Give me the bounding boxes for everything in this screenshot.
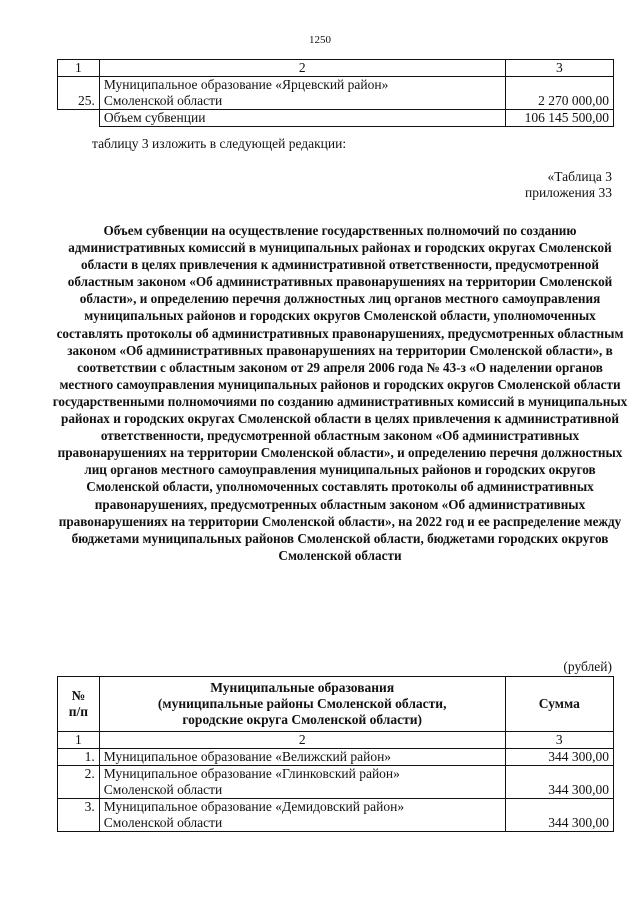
municipality-name	[99, 77, 505, 110]
column-index-cell: 1	[58, 60, 100, 77]
row-sum: 2 270 000,00	[505, 77, 613, 110]
municipality-name-line: Муниципальное образование «Ярцевский район»	[103, 77, 389, 92]
table-header-row	[58, 677, 614, 732]
header-line: №	[71, 688, 86, 703]
page-number: 1250	[309, 34, 331, 46]
municipality-name-line: Смоленской области	[103, 782, 223, 797]
total-row	[58, 110, 614, 127]
row-sum: 344 300,00	[505, 799, 613, 832]
row-sum: 344 300,00	[505, 749, 613, 766]
subsidy-distribution-table	[57, 676, 614, 832]
header-line: Муниципальные образования	[210, 680, 395, 695]
row-number: 25.	[58, 77, 100, 110]
municipality-name	[99, 749, 505, 766]
table-header-row	[58, 60, 614, 77]
table-row	[58, 77, 614, 110]
row-sum: 344 300,00	[505, 766, 613, 799]
table-row	[58, 766, 614, 799]
column-index-cell: 1	[58, 732, 100, 749]
column-index-cell: 3	[505, 60, 613, 77]
total-sum: 106 145 500,00	[505, 110, 613, 127]
header-line: (муниципальные районы Смоленской области,	[157, 696, 447, 711]
total-label: Объем субвенции	[99, 110, 505, 127]
intro-text: таблицу 3 изложить в следующей редакции:	[92, 136, 347, 151]
table-row	[58, 799, 614, 832]
number-column-header	[58, 677, 100, 732]
municipality-name	[99, 766, 505, 799]
sum-column-header: Сумма	[505, 677, 613, 732]
municipality-name-line: Смоленской области	[103, 815, 223, 830]
table-row	[58, 749, 614, 766]
table-caption-line: приложения 33	[524, 185, 612, 200]
column-index-cell: 2	[99, 60, 505, 77]
unit-label: (рублей)	[563, 659, 612, 674]
column-index-cell: 3	[505, 732, 613, 749]
municipality-name-line: Муниципальное образование «Велижский район»	[103, 749, 392, 764]
header-line: городские округа Смоленской области)	[182, 712, 422, 727]
column-index-row	[58, 732, 614, 749]
municipality-column-header	[99, 677, 505, 732]
empty-cell	[58, 110, 100, 127]
row-number: 2.	[58, 766, 100, 799]
table-caption-line: «Таблица 3	[547, 169, 612, 184]
municipality-name-line: Смоленской области	[103, 93, 223, 108]
header-line: п/п	[68, 704, 89, 719]
municipality-name-line: Муниципальное образование «Демидовский район»	[103, 799, 405, 814]
row-number: 1.	[58, 749, 100, 766]
municipality-name-line: Муниципальное образование «Глинковский район»	[103, 766, 400, 781]
document-title: Объем субвенции на осуществление государственных полномочий по созданию административных комиссий в муниципальных районах и городских округах Смоленской области в целях привлечения к административной ответственности, предусмотренной областным законом «Об административных правонарушениях на территории Смоленской области», и определению перечня должностных лиц органов местного самоуправления муниципальных районов и городских округов Смоленской области, уполномоченных составлять протоколы об административных правонарушениях, предусмотренных областным законом «Об административных правонарушениях на территории Смоленской области», в соответствии с областным законом от 29 апреля 2006 года № 43-з «О наделении органов местного самоуправления муниципальных районов и городских округов Смоленской области государственными полномочиями по созданию административных комиссий в муниципальных районах и городских округах Смоленской области в целях привлечения к административной ответственности, предусмотренной областным законом «Об административных правонарушениях на территории Смоленской области», и определению перечня должностных лиц органов местного самоуправления муниципальных районов и городских округов Смоленской области, уполномоченных составлять протоколы об административных правонарушениях, предусмотренных областным законом «Об административных правонарушениях на территории Смоленской области», на 2022 год и ее распределение между бюджетами муниципальных районов Смоленской области, бюджетами городских округов Смоленской области	[52, 223, 628, 563]
continued-table	[57, 59, 614, 127]
column-index-cell: 2	[99, 732, 505, 749]
municipality-name	[99, 799, 505, 832]
row-number: 3.	[58, 799, 100, 832]
